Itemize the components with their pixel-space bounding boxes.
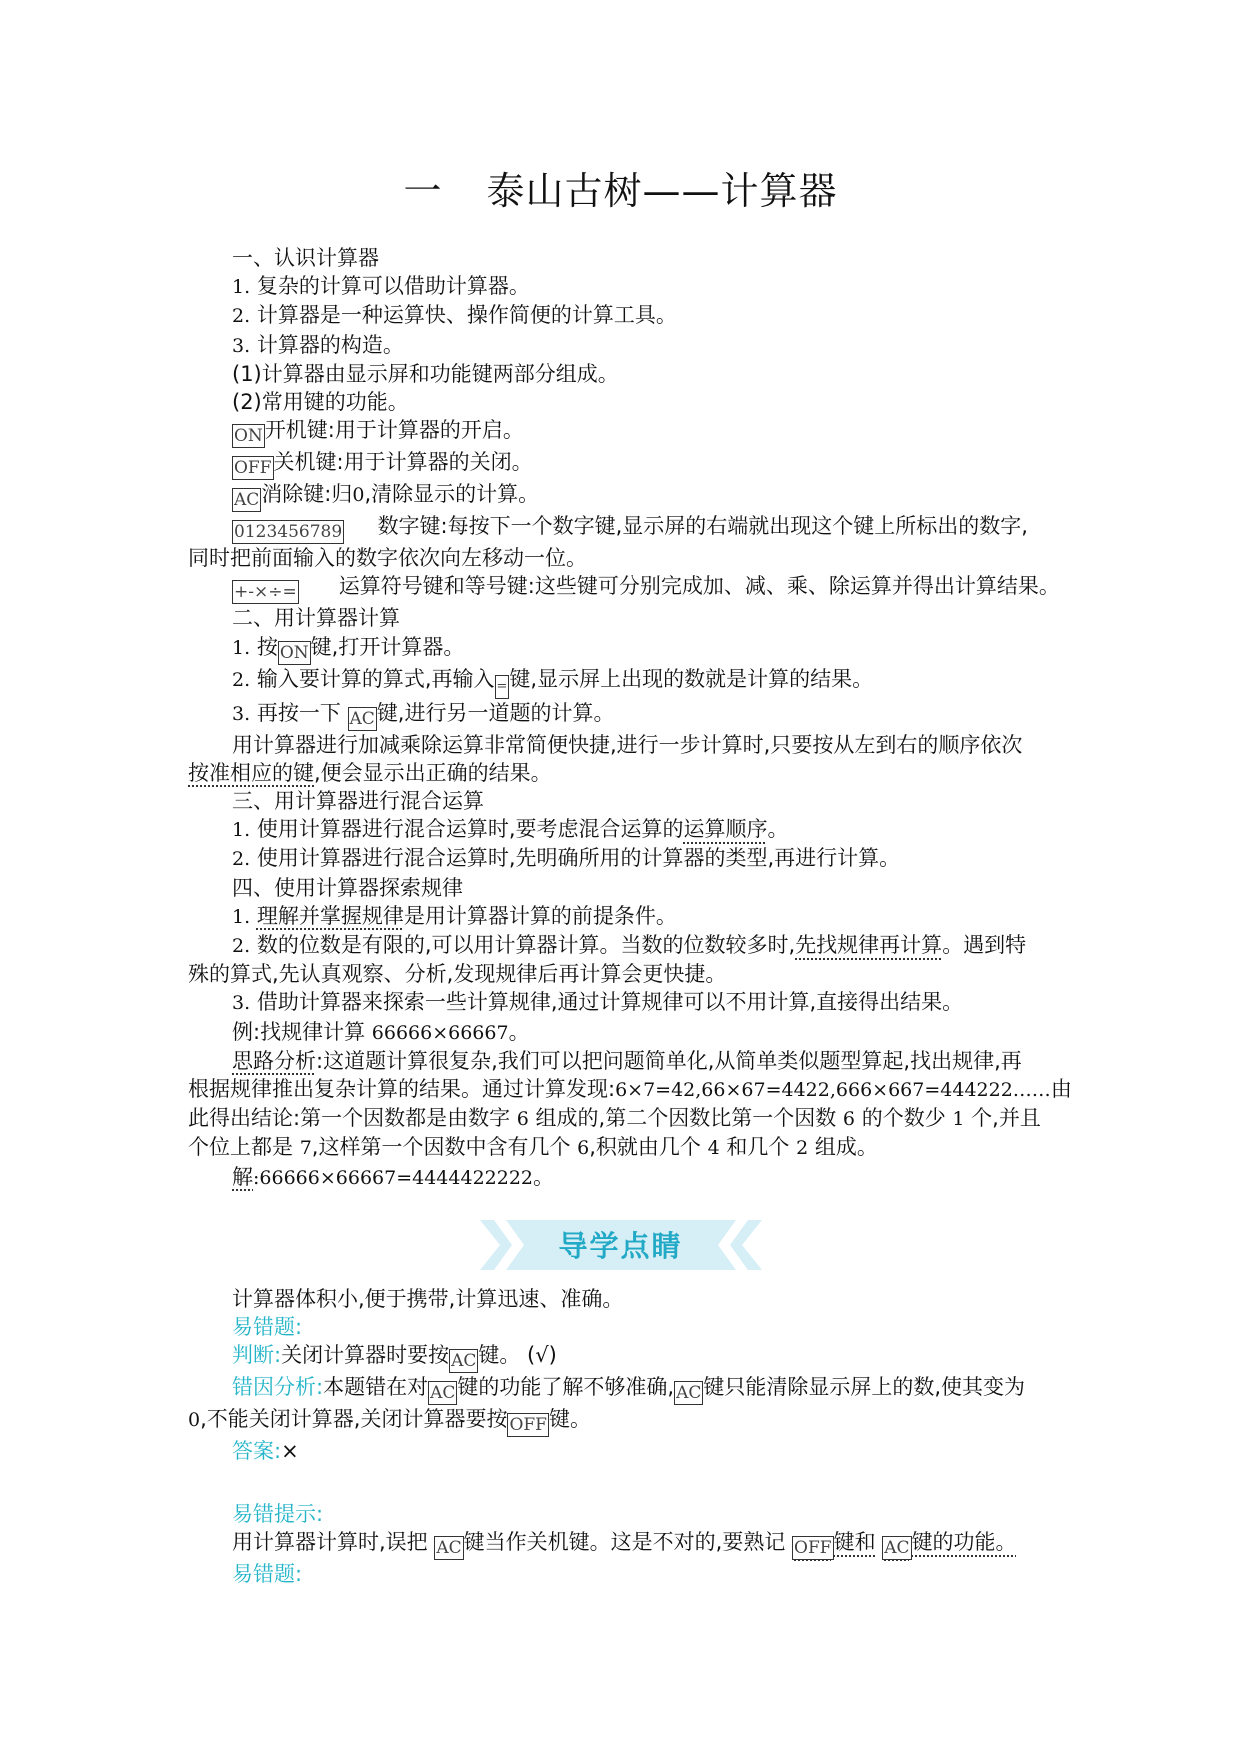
list-item: 2. 使用计算器进行混合运算时,先明确所用的计算器的类型,再进行计算。 xyxy=(232,846,901,871)
list-item: 1. 复杂的计算可以借助计算器。 xyxy=(232,274,530,299)
paragraph: 用计算器进行加减乘除运算非常简便快捷,进行一步计算时,只要按从左到右的顺序依次 xyxy=(232,732,1023,757)
list-item: 1. 按 ON键,打开计算器。 xyxy=(232,634,465,663)
guide-banner xyxy=(0,1220,1241,1270)
on-key-icon: ON xyxy=(234,426,263,447)
section-heading: 三、用计算器进行混合运算 xyxy=(232,789,484,814)
off-key-icon: OFF xyxy=(509,1415,547,1436)
chapter-number: 一 xyxy=(403,169,443,213)
ac-key-icon: AC xyxy=(451,1351,477,1372)
operator-keys-icon: +-×÷= xyxy=(234,582,297,603)
list-item-cont: 殊的算式,先认真观察、分析,发现规律后再计算会更快捷。 xyxy=(188,962,727,987)
list-item: 3. 借助计算器来探索一些计算规律,通过计算规律可以不用计算,直接得出结果。 xyxy=(232,990,964,1015)
example: 例:找规律计算 66666×66667。 xyxy=(232,1019,530,1044)
ac-key-icon: AC xyxy=(436,1538,462,1559)
list-item: 3. 计算器的构造。 xyxy=(232,332,404,357)
guide-text: 计算器体积小,便于携带,计算迅速、准确。 xyxy=(232,1287,624,1311)
key-desc-off: OFF关机键:用于计算器的关闭。 xyxy=(234,450,533,479)
tips-text: 用计算器计算时,误把 AC键当作关机键。这是不对的,要熟记 OFF键和 AC键的功能。 xyxy=(232,1530,1017,1559)
page-title xyxy=(0,160,1241,215)
solution: 解:66666×66667=4444422222。 xyxy=(232,1164,555,1189)
list-item: 1. 使用计算器进行混合运算时,要考虑混合运算的运算顺序。 xyxy=(232,817,789,842)
key-desc-digits: 0123456789 数字键:每按下一个数字键,显示屏的右端就出现这个键上所标出的数字, xyxy=(234,514,1028,543)
ac-key-icon: AC xyxy=(234,490,260,511)
list-item: 3. 再按一下 AC键,进行另一道题的计算。 xyxy=(232,700,615,729)
ac-key-icon: AC xyxy=(884,1538,910,1559)
list-item: 2. 数的位数是有限的,可以用计算器计算。当数的位数较多时,先找规律再计算。遇到特 xyxy=(232,933,1027,958)
list-item: 2. 计算器是一种运算快、操作简便的计算工具。 xyxy=(232,303,677,328)
ac-key-icon: AC xyxy=(676,1383,702,1404)
ac-key-icon: AC xyxy=(430,1383,456,1404)
cause-line: 错因分析:本题错在对 AC键的功能了解不够准确, AC键只能清除显示屏上的数,使其变为 xyxy=(232,1375,1026,1404)
analysis-line: 思路分析:这道题计算很复杂,我们可以把问题简单化,从简单类似题型算起,找出规律,再 xyxy=(232,1048,1022,1073)
answer-line: 答案:× xyxy=(232,1439,299,1464)
sub-item: (1)计算器由显示屏和功能键两部分组成。 xyxy=(232,361,619,386)
error-label: 易错题: xyxy=(232,1315,303,1340)
analysis-line: 根据规律推出复杂计算的结果。通过计算发现:6×7=42,66×67=4422,666×667=444222……由 xyxy=(188,1077,1072,1102)
equals-key-icon: = xyxy=(495,675,510,699)
error-label: 易错题: xyxy=(232,1562,303,1587)
list-item: 1. 理解并掌握规律是用计算器计算的前提条件。 xyxy=(232,903,677,928)
off-key-icon: OFF xyxy=(794,1538,832,1559)
paragraph-cont: 按准相应的键,便会显示出正确的结果。 xyxy=(188,760,552,785)
key-desc-ac: AC消除键:归0,清除显示的计算。 xyxy=(234,482,540,511)
key-desc-digits-cont: 同时把前面输入的数字依次向左移动一位。 xyxy=(188,546,587,571)
on-key-icon: ON xyxy=(279,642,309,663)
guide-section xyxy=(188,1285,1056,1466)
off-key-icon: OFF xyxy=(234,458,272,479)
section-heading: 二、用计算器计算 xyxy=(232,606,400,631)
tips-section xyxy=(188,1500,1056,1588)
tips-label: 易错提示: xyxy=(232,1502,324,1526)
key-desc-ops: +-×÷= 运算符号键和等号键:这些键可分别完成加、减、乘、除运算并得出计算结果。 xyxy=(234,574,1060,603)
key-desc-on: ON开机键:用于计算器的开启。 xyxy=(234,418,524,447)
chapter-title: 泰山古树——计算器 xyxy=(486,169,838,213)
section-heading: 四、使用计算器探索规律 xyxy=(232,875,463,900)
digit-keys-icon: 0123456789 xyxy=(234,522,343,543)
banner-title: 导学点睛 xyxy=(558,1229,683,1263)
judge-line: 判断:关闭计算器时要按 AC键。 (√) xyxy=(232,1343,557,1372)
analysis-line: 个位上都是 7,这样第一个因数中含有几个 6,积就由几个 4 和几个 2 组成。 xyxy=(188,1135,878,1160)
analysis-line: 此得出结论:第一个因数都是由数字 6 组成的,第二个因数比第一个因数 6 的个数少 1 个,并且 xyxy=(188,1106,1041,1131)
list-item: 2. 输入要计算的算式,再输入 =键,显示屏上出现的数就是计算的结果。 xyxy=(188,665,1056,699)
ac-key-icon: AC xyxy=(349,708,375,729)
section-heading: 一、认识计算器 xyxy=(232,246,379,270)
main-content xyxy=(188,244,1072,1192)
cause-line-cont: 0,不能关闭计算器,关闭计算器要按 OFF键。 xyxy=(188,1407,591,1436)
sub-item: (2)常用键的功能。 xyxy=(232,390,409,415)
